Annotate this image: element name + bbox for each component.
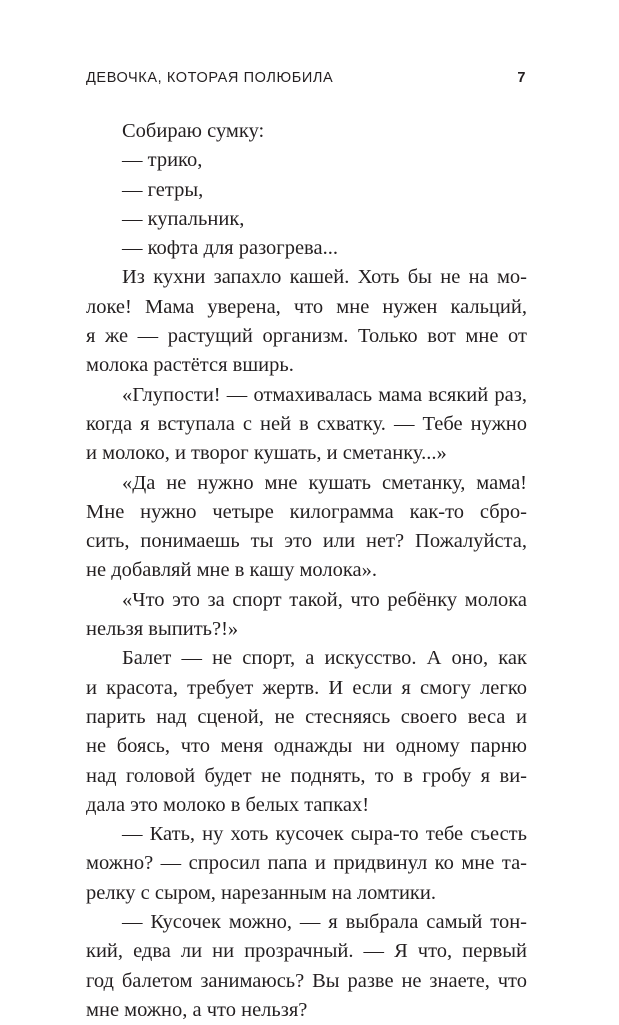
text-line: релку с сыром, нарезанным на ломтики. — [86, 881, 436, 904]
text-line: — гетры, — [122, 178, 204, 201]
text-line: и красота, требует жертв. И если я смогу легко — [86, 676, 527, 699]
text-line: когда я вступала с ней в схватку. — Тебе нужно — [86, 412, 527, 435]
text-line: парить над сценой, не стесняясь своего веса и — [86, 705, 527, 728]
text-line: Мне нужно четыре килограмма как-то сбро- — [86, 500, 527, 523]
text-line: над головой будет не поднять, то в гробу я ви- — [86, 764, 527, 787]
text-line: — кофта для разогрева... — [122, 237, 338, 260]
text-line: можно? — спросил папа и придвинул ко мне та- — [86, 852, 527, 875]
text-line: мне можно, а что нельзя? — [86, 998, 308, 1021]
text-line: — купальник, — [122, 207, 245, 230]
text-line: не добавляй мне в кашу молока». — [86, 559, 378, 582]
text-line: дала это молоко в белых тапках! — [86, 793, 370, 816]
text-line: год балетом занимаюсь? Вы разве не знаете, что — [86, 969, 527, 992]
text-line: — Кусочек можно, — я выбрала самый тон- — [122, 911, 527, 934]
text-line: «Да не нужно мне кушать сметанку, мама! — [122, 471, 527, 494]
body-text — [86, 117, 527, 1025]
text-line: Балет — не спорт, а искусство. А оно, как — [122, 647, 527, 670]
text-line: Из кухни запахло кашей. Хоть бы не на мо- — [122, 266, 527, 289]
text-line: кий, едва ли ни прозрачный. — Я что, первый — [86, 940, 527, 963]
text-line: я же — растущий организм. Только вот мне от — [86, 325, 527, 348]
text-line: Собираю сумку: — [122, 120, 265, 142]
text-line: и молоко, и творог кушать, и сметанку...» — [86, 442, 447, 465]
text-line: молока растётся вширь. — [86, 354, 294, 377]
text-line: не боясь, что меня однажды ни одному парню — [86, 735, 527, 758]
page-number: 7 — [517, 70, 526, 86]
running-head-title: ДЕВОЧКА, КОТОРАЯ ПОЛЮБИЛА — [86, 70, 334, 86]
text-line: нельзя выпить?!» — [86, 618, 239, 641]
text-line: локе! Мама уверена, что мне нужен кальций, — [86, 295, 527, 318]
text-line: — Кать, ну хоть кусочек сыра-то тебе съесть — [122, 823, 527, 846]
text-line: сить, понимаешь ты это или нет? Пожалуйста, — [86, 530, 527, 553]
text-line: — трико, — [122, 149, 203, 172]
text-line: «Что это за спорт такой, что ребёнку молока — [122, 588, 527, 611]
text-line: «Глупости! — отмахивалась мама всякий раз, — [122, 383, 527, 406]
